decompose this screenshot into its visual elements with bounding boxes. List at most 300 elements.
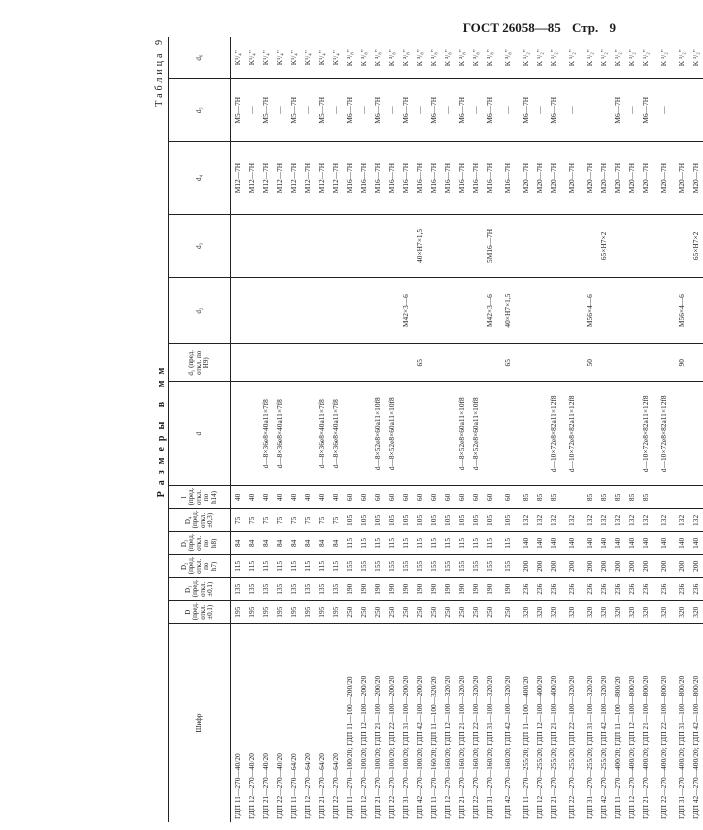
cell-D4: 105: [385, 509, 399, 532]
table-row: [315, 37, 329, 822]
cell-D3: 140: [611, 532, 625, 555]
cell-D3: 115: [455, 532, 469, 555]
cell-d: [357, 382, 371, 486]
cell-d3: 40×H7×1,5: [413, 215, 427, 278]
cell-l: 40: [329, 486, 343, 509]
cell-d1: [469, 344, 483, 382]
cell-d4: M12—7H: [231, 142, 246, 215]
cell-d4: M16—7H: [371, 142, 385, 215]
cell-l: 40: [301, 486, 315, 509]
cell-d4: M16—7H: [385, 142, 399, 215]
cell-D3: 115: [497, 532, 519, 555]
cell-D4: 75: [231, 509, 246, 532]
cell-d4: M16—7H: [469, 142, 483, 215]
col-header: Шифр: [169, 624, 231, 822]
table-row: [245, 37, 259, 822]
cell-d4: M20—7H: [583, 142, 597, 215]
cell-D2: 155: [469, 555, 483, 578]
cell-d3: [497, 215, 519, 278]
table-row: [497, 37, 519, 822]
cell-d6: K¹/₄": [289, 50, 299, 66]
cell-d3: [625, 215, 639, 278]
cell-D2: 155: [399, 555, 413, 578]
cell-D3: 115: [441, 532, 455, 555]
cell-d2: [329, 277, 343, 344]
cell-code: ГДП 31—270—100/20; ГДП 31—100—200/20: [399, 624, 413, 822]
cell-d2: [441, 277, 455, 344]
cell-code: ГДП 11—270—64/20: [287, 624, 301, 822]
table-row: [413, 37, 427, 822]
cell-d2: [561, 277, 583, 344]
cell-D1: 236: [689, 578, 703, 601]
cell-d1: [343, 344, 357, 382]
cell-d1: [689, 344, 703, 382]
cell-D: 195: [301, 601, 315, 624]
cell-d5: M5—7H: [315, 79, 329, 142]
cell-d2: [639, 277, 653, 344]
cell-d6: K ³/₈": [345, 49, 355, 67]
cell-d1: 65: [413, 344, 427, 382]
table-number: Таблица 9: [154, 37, 165, 107]
cell-D2: 155: [385, 555, 399, 578]
standard-number: ГОСТ 26058—85: [462, 20, 561, 35]
cell-D3: 115: [483, 532, 497, 555]
cell-d4: M20—7H: [653, 142, 675, 215]
cell-D3: 140: [547, 532, 561, 555]
cell-D1: 236: [653, 578, 675, 601]
cell-d5: [597, 79, 611, 142]
cell-d3: [343, 215, 357, 278]
cell-D2: 200: [561, 555, 583, 578]
dimensions-table: [168, 37, 703, 822]
cell-d: d—10×72e8×82a11×12f8: [639, 382, 653, 486]
cell-D4: 132: [689, 509, 703, 532]
cell-d1: [231, 344, 246, 382]
cell-code: ГДП 22—270—400/20; ГДП 22—100—800/20: [653, 624, 675, 822]
cell-D4: 105: [371, 509, 385, 532]
cell-D: 320: [583, 601, 597, 624]
cell-D3: 84: [301, 532, 315, 555]
cell-D1: 190: [441, 578, 455, 601]
cell-l: 40: [287, 486, 301, 509]
cell-D: 250: [343, 601, 357, 624]
cell-l: 40: [231, 486, 246, 509]
table-row: [441, 37, 455, 822]
cell-D4: 105: [469, 509, 483, 532]
cell-d2: [597, 277, 611, 344]
cell-d6: K ¹/₂": [521, 49, 531, 67]
cell-l: 60: [371, 486, 385, 509]
cell-d4: M20—7H: [625, 142, 639, 215]
cell-code: ГДП 42—270—100/20; ГДП 42—100—200/20: [413, 624, 427, 822]
cell-D1: 236: [547, 578, 561, 601]
cell-D4: 75: [301, 509, 315, 532]
cell-d1: [597, 344, 611, 382]
cell-d6: K ¹/₂": [567, 49, 577, 67]
cell-d1: [301, 344, 315, 382]
col-header: D₄ (пред. откл. ±0,3): [169, 509, 231, 532]
cell-d6: K¹/₄": [303, 50, 313, 66]
cell-d6: K¹/₄": [233, 50, 243, 66]
cell-d3: [357, 215, 371, 278]
table-row: [273, 37, 287, 822]
cell-d3: [441, 215, 455, 278]
cell-d5: M6—7H: [371, 79, 385, 142]
cell-d4: M20—7H: [611, 142, 625, 215]
cell-d: [689, 382, 703, 486]
cell-d1: [371, 344, 385, 382]
cell-l: 40: [273, 486, 287, 509]
cell-d6: K ¹/₂": [691, 49, 701, 67]
cell-code: ГДП 11—270—100/20; ГДП 11—100—200/20: [343, 624, 357, 822]
cell-code: ГДП 21—270—255/20; ГДП 21—100—400/20: [547, 624, 561, 822]
cell-l: [561, 486, 583, 509]
cell-d6: K ³/₈": [503, 49, 513, 67]
cell-d1: [639, 344, 653, 382]
cell-d2: [287, 277, 301, 344]
cell-D2: 115: [273, 555, 287, 578]
cell-d2: [625, 277, 639, 344]
cell-d4: M20—7H: [597, 142, 611, 215]
cell-d: [583, 382, 597, 486]
cell-d6: K ¹/₂": [627, 49, 637, 67]
table-row: [547, 37, 561, 822]
cell-D4: 75: [245, 509, 259, 532]
cell-code: ГДП 11—270—400/20; ГДП 11—100—800/20: [611, 624, 625, 822]
cell-d6: K ¹/₂": [659, 49, 669, 67]
cell-d: [287, 382, 301, 486]
table-row: [583, 37, 597, 822]
cell-d4: M16—7H: [455, 142, 469, 215]
cell-l: 60: [483, 486, 497, 509]
cell-d2: M56×4—6: [675, 277, 689, 344]
col-header: d₆: [169, 37, 231, 79]
cell-d6: K¹/₄": [275, 50, 285, 66]
cell-D: 250: [357, 601, 371, 624]
cell-D4: 105: [455, 509, 469, 532]
cell-D2: 115: [231, 555, 246, 578]
cell-D4: 105: [399, 509, 413, 532]
cell-d5: —: [329, 79, 343, 142]
cell-d2: [427, 277, 441, 344]
cell-d5: M6—7H: [427, 79, 441, 142]
cell-D: 250: [385, 601, 399, 624]
cell-D3: 140: [653, 532, 675, 555]
cell-D1: 236: [533, 578, 547, 601]
cell-d5: —: [441, 79, 455, 142]
cell-l: [653, 486, 675, 509]
cell-D1: 190: [483, 578, 497, 601]
cell-d3: [287, 215, 301, 278]
cell-D3: 115: [469, 532, 483, 555]
cell-code: ГДП 12—270—400/20; ГДП 12—100—800/20: [625, 624, 639, 822]
cell-d1: 50: [583, 344, 597, 382]
cell-D3: 84: [273, 532, 287, 555]
table-header-row: [169, 37, 231, 822]
cell-d: d—8×36e8×40a11×7f8: [329, 382, 343, 486]
cell-D1: 135: [245, 578, 259, 601]
cell-d5: —: [413, 79, 427, 142]
col-header: d₅: [169, 79, 231, 142]
cell-D1: 236: [597, 578, 611, 601]
cell-l: 40: [315, 486, 329, 509]
cell-d6: K¹/₄": [261, 50, 271, 66]
col-header: d₃: [169, 215, 231, 278]
cell-D: 320: [639, 601, 653, 624]
table-row: [675, 37, 689, 822]
table-row: [371, 37, 385, 822]
cell-d6: K¹/₄": [247, 50, 257, 66]
cell-d: d—8×52e8×60a11×10f8: [371, 382, 385, 486]
cell-D3: 84: [245, 532, 259, 555]
cell-D4: 75: [287, 509, 301, 532]
cell-D3: 115: [399, 532, 413, 555]
cell-d5: —: [497, 79, 519, 142]
cell-d3: [259, 215, 273, 278]
cell-D1: 236: [639, 578, 653, 601]
cell-d4: M12—7H: [259, 142, 273, 215]
cell-d1: [427, 344, 441, 382]
cell-d3: 65×H7×2: [689, 215, 703, 278]
cell-D3: 140: [533, 532, 547, 555]
cell-d3: [611, 215, 625, 278]
cell-d5: [675, 79, 689, 142]
col-header: l (пред. откл. по h14): [169, 486, 231, 509]
cell-d: d—10×72e8×82a11×12f8: [561, 382, 583, 486]
cell-D: 250: [455, 601, 469, 624]
cell-D4: 105: [497, 509, 519, 532]
table-row: [385, 37, 399, 822]
cell-D: 320: [675, 601, 689, 624]
cell-D4: 132: [597, 509, 611, 532]
cell-l: 60: [399, 486, 413, 509]
cell-d5: —: [245, 79, 259, 142]
col-header: D₃ (пред. откл. по h8): [169, 532, 231, 555]
cell-d2: [413, 277, 427, 344]
cell-d5: —: [385, 79, 399, 142]
cell-D4: 132: [547, 509, 561, 532]
cell-D3: 140: [639, 532, 653, 555]
cell-D1: 190: [455, 578, 469, 601]
cell-D1: 236: [583, 578, 597, 601]
cell-D: 250: [483, 601, 497, 624]
cell-code: ГДП 21—270—64/20: [315, 624, 329, 822]
cell-code: ГДП 21—270—40/20: [259, 624, 273, 822]
cell-D: 250: [413, 601, 427, 624]
cell-l: [675, 486, 689, 509]
cell-D4: 105: [413, 509, 427, 532]
page-number: 9: [609, 20, 616, 35]
cell-d3: 65×H7×2: [597, 215, 611, 278]
cell-d1: [611, 344, 625, 382]
cell-D: 320: [689, 601, 703, 624]
table-row: [597, 37, 611, 822]
cell-d6: K ³/₈": [443, 49, 453, 67]
cell-d1: [315, 344, 329, 382]
cell-D1: 135: [301, 578, 315, 601]
cell-d2: [653, 277, 675, 344]
cell-D: 320: [547, 601, 561, 624]
cell-d4: M12—7H: [315, 142, 329, 215]
cell-D2: 200: [583, 555, 597, 578]
table-row: [653, 37, 675, 822]
cell-d5: M6—7H: [455, 79, 469, 142]
cell-d2: [611, 277, 625, 344]
cell-d3: [455, 215, 469, 278]
cell-D3: 140: [689, 532, 703, 555]
cell-D1: 135: [287, 578, 301, 601]
cell-D1: 236: [519, 578, 533, 601]
cell-d: [519, 382, 533, 486]
cell-d2: [301, 277, 315, 344]
cell-D3: 140: [519, 532, 533, 555]
cell-d: [611, 382, 625, 486]
cell-d2: M42×3—6: [399, 277, 413, 344]
cell-D4: 105: [427, 509, 441, 532]
cell-code: ГДП 11—270—255/20; ГДП 11—100—400/20: [519, 624, 533, 822]
cell-d2: [547, 277, 561, 344]
cell-d1: [259, 344, 273, 382]
col-header: D₁ (пред. откл. ±0,1): [169, 578, 231, 601]
cell-D3: 84: [259, 532, 273, 555]
cell-l: 85: [519, 486, 533, 509]
cell-d1: [287, 344, 301, 382]
cell-D3: 115: [343, 532, 357, 555]
cell-code: ГДП 11—270—40/20: [231, 624, 246, 822]
cell-d5: —: [625, 79, 639, 142]
rotated-table-block: [154, 37, 701, 822]
cell-d2: [231, 277, 246, 344]
cell-D2: 200: [653, 555, 675, 578]
col-header: d₁ (пред. откл. по H9): [169, 344, 231, 382]
cell-d5: [689, 79, 703, 142]
cell-D2: 115: [315, 555, 329, 578]
cell-code: ГДП 22—270—64/20: [329, 624, 343, 822]
cell-code: ГДП 42—270—160/20; ГДП 42—100—320/20: [497, 624, 519, 822]
cell-d: d—10×72e8×82a11×12f8: [547, 382, 561, 486]
cell-d1: [533, 344, 547, 382]
cell-d5: [583, 79, 597, 142]
cell-D4: 105: [343, 509, 357, 532]
cell-l: 40: [245, 486, 259, 509]
cell-d: d—8×36e8×40a11×7f8: [315, 382, 329, 486]
cell-D: 320: [533, 601, 547, 624]
cell-code: ГДП 12—270—160/20; ГДП 12—100—320/20: [441, 624, 455, 822]
cell-code: ГДП 21—270—160/20; ГДП 21—100—320/20: [455, 624, 469, 822]
cell-d4: M16—7H: [343, 142, 357, 215]
cell-d: [399, 382, 413, 486]
cell-d5: M6—7H: [343, 79, 357, 142]
cell-d6: K¹/₄": [331, 50, 341, 66]
cell-D: 320: [625, 601, 639, 624]
cell-l: [689, 486, 703, 509]
cell-D3: 84: [329, 532, 343, 555]
cell-D3: 140: [561, 532, 583, 555]
cell-d: [497, 382, 519, 486]
cell-d: d—10×72e8×82a11×12f8: [653, 382, 675, 486]
cell-d2: [315, 277, 329, 344]
cell-D: 195: [315, 601, 329, 624]
table-row: [519, 37, 533, 822]
cell-D: 320: [653, 601, 675, 624]
cell-d3: [371, 215, 385, 278]
cell-D3: 140: [597, 532, 611, 555]
cell-D3: 115: [371, 532, 385, 555]
cell-d3: [675, 215, 689, 278]
cell-d1: [653, 344, 675, 382]
cell-l: 60: [357, 486, 371, 509]
cell-d: [343, 382, 357, 486]
cell-code: ГДП 22—270—100/20; ГДП 22—100—200/20: [385, 624, 399, 822]
cell-d: [597, 382, 611, 486]
cell-code: ГДП 11—270—160/20; ГДП 11—100—320/20: [427, 624, 441, 822]
cell-d1: [547, 344, 561, 382]
cell-d: d—8×52e8×60a11×10f8: [385, 382, 399, 486]
cell-d3: [399, 215, 413, 278]
cell-code: ГДП 12—270—64/20: [301, 624, 315, 822]
cell-code: ГДП 31—270—255/20; ГДП 31—100—320/20: [583, 624, 597, 822]
cell-d: [301, 382, 315, 486]
cell-d6: K ³/₈": [471, 49, 481, 67]
table-row: [399, 37, 413, 822]
cell-d5: M6—7H: [611, 79, 625, 142]
cell-l: 60: [441, 486, 455, 509]
cell-l: 85: [625, 486, 639, 509]
cell-D1: 190: [357, 578, 371, 601]
col-header: D₂ (пред. откл. по h7): [169, 555, 231, 578]
cell-d: [625, 382, 639, 486]
cell-d4: M16—7H: [483, 142, 497, 215]
cell-d5: M5—7H: [259, 79, 273, 142]
cell-D1: 190: [427, 578, 441, 601]
cell-l: 85: [597, 486, 611, 509]
table-row: [625, 37, 639, 822]
cell-D4: 132: [639, 509, 653, 532]
cell-d6: K ¹/₂": [549, 49, 559, 67]
cell-d2: [455, 277, 469, 344]
cell-d: [483, 382, 497, 486]
cell-d4: M20—7H: [689, 142, 703, 215]
cell-d2: M42×3—6: [483, 277, 497, 344]
cell-d1: [441, 344, 455, 382]
cell-d3: [639, 215, 653, 278]
cell-D: 250: [399, 601, 413, 624]
cell-l: 85: [611, 486, 625, 509]
cell-D2: 115: [287, 555, 301, 578]
cell-d3: [533, 215, 547, 278]
cell-d4: M20—7H: [519, 142, 533, 215]
cell-d2: [385, 277, 399, 344]
cell-D: 250: [371, 601, 385, 624]
cell-d1: 90: [675, 344, 689, 382]
cell-D2: 200: [547, 555, 561, 578]
cell-d5: M6—7H: [483, 79, 497, 142]
cell-d6: K ³/₈": [457, 49, 467, 67]
table-row: [329, 37, 343, 822]
cell-D2: 200: [597, 555, 611, 578]
cell-D4: 132: [561, 509, 583, 532]
table-body: [231, 37, 703, 822]
cell-d1: [519, 344, 533, 382]
cell-D3: 115: [357, 532, 371, 555]
cell-D: 195: [259, 601, 273, 624]
cell-D: 250: [441, 601, 455, 624]
cell-D: 195: [231, 601, 246, 624]
table-row: [287, 37, 301, 822]
cell-D2: 155: [497, 555, 519, 578]
table-row: [689, 37, 703, 822]
cell-d6: K ¹/₂": [599, 49, 609, 67]
